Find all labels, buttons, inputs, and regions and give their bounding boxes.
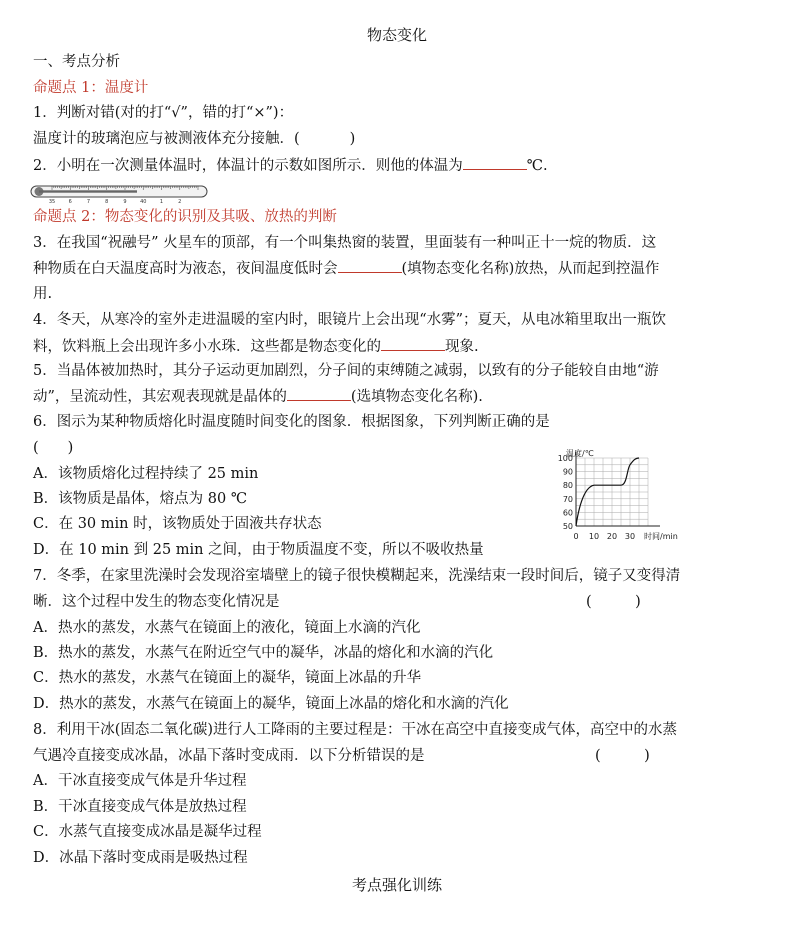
q3-line1: 3．在我国“祝融号” 火星车的顶部，有一个叫集热窗的装置，里面装有一种叫正十一烷的物质．这 [33, 235, 657, 251]
topic-heading-2: 命题点 2：物态变化的识别及其吸、放热的判断 [33, 209, 337, 225]
q3-answer-blank[interactable] [338, 258, 402, 273]
q7-option-d[interactable]: D．热水的蒸发，水蒸气在镜面上的凝华，镜面上冰晶的熔化和水滴的汽化 [33, 696, 509, 712]
q5-answer-blank[interactable] [287, 386, 351, 401]
q7-option-c[interactable]: C．热水的蒸发，水蒸气在镜面上的凝华，镜面上冰晶的升华 [33, 670, 422, 686]
q1-stem: 1．判断对错(对的打“√”，错的打“×”)： [33, 105, 294, 121]
q6-option-d[interactable]: D．在 10 min 到 25 min 之间，由于物质温度不变，所以不吸收热量 [33, 542, 484, 558]
y-tick-label: 60 [562, 508, 573, 518]
x-tick-label: 30 [624, 532, 636, 541]
q4-text-a: 料，饮料瓶上会出现许多小水珠．这些都是物态变化的 [33, 339, 381, 355]
q7-paren: ( ) [586, 594, 641, 610]
thermometer-label: 9 [123, 199, 127, 205]
q2-text: 2．小明在一次测量体温时，体温计的示数如图所示．则他的体温为 [33, 158, 463, 174]
q8-option-d[interactable]: D．冰晶下落时变成雨是吸热过程 [33, 850, 248, 866]
page-title: 物态变化 [366, 26, 427, 44]
q7-option-b[interactable]: B．热水的蒸发，水蒸气在附近空气中的凝华，冰晶的熔化和水滴的汽化 [33, 645, 494, 661]
q8-line1: 8．利用干冰(固态二氧化碳)进行人工降雨的主要过程是：干冰在高空中直接变成气体，高空中的水蒸 [33, 722, 678, 738]
thermometer-label: 8 [105, 199, 109, 205]
y-tick-label: 100 [557, 454, 573, 463]
q8-paren: ( ) [595, 748, 650, 764]
q6-option-b[interactable]: B．该物质是晶体，熔点为 80 ℃ [33, 491, 248, 507]
q8-option-a[interactable]: A．干冰直接变成气体是升华过程 [33, 773, 247, 789]
q3-text-b: (填物态变化名称)放热，从而起到控温作 [401, 261, 660, 277]
q3-line2 [33, 258, 659, 279]
y-tick-label: 80 [562, 481, 573, 491]
q5-text-a: 动”，呈流动性，其宏观表现就是晶体的 [33, 389, 287, 405]
x-axis-label: 时间/min [644, 532, 678, 541]
q6-option-c[interactable]: C．在 30 min 时，该物质处于固液共存状态 [33, 516, 322, 532]
thermometer-label: 1 [159, 199, 164, 205]
thermometer-label: 2 [178, 199, 182, 205]
q7-option-a[interactable]: A．热水的蒸发，水蒸气在镜面上的液化，镜面上水滴的汽化 [33, 620, 421, 636]
y-axis-label: 温度/℃ [566, 449, 594, 458]
q4-text-b: 现象. [445, 339, 479, 355]
q6-paren: ( ) [33, 440, 74, 456]
q6-line1: 6．图示为某种物质熔化时温度随时间变化的图象．根据图象，下列判断正确的是 [33, 414, 550, 430]
q8-option-c[interactable]: C．水蒸气直接变成冰晶是凝华过程 [33, 824, 262, 840]
q7-line1: 7．冬季，在家里洗澡时会发现浴室墙壁上的镜子很快模糊起来，洗澡结束一段时间后，镜子又变得清 [33, 568, 681, 584]
y-tick-label: 70 [562, 494, 573, 504]
q1-statement-text: 温度计的玻璃泡应与被测液体充分接触．( [33, 131, 300, 147]
q3-text-a: 种物质在白天温度高时为液态，夜间温度低时会 [33, 261, 338, 277]
thermometer-image [30, 183, 210, 205]
q4-line1: 4．冬天，从寒冷的室外走进温暖的室内时，眼镜片上会出现“水雾”；夏天，从电冰箱里取出一瓶饮 [33, 312, 667, 328]
q4-line2 [33, 336, 479, 357]
q2-unit: ℃. [526, 158, 548, 174]
q1-paren-close: ) [349, 131, 356, 147]
thermometer-label: 35 [48, 199, 56, 205]
q2-answer-blank[interactable] [463, 155, 527, 170]
q7-line2 [33, 592, 280, 612]
section-heading: 一、考点分析 [33, 54, 120, 70]
thermometer-mercury [39, 190, 137, 192]
thermometer-label: 6 [68, 199, 72, 205]
q4-answer-blank[interactable] [381, 336, 445, 351]
q5-text-b: (选填物态变化名称). [350, 389, 483, 405]
x-tick-label: 10 [588, 532, 600, 541]
q5-line2 [33, 386, 483, 407]
y-tick-label: 90 [562, 467, 573, 477]
melting-graph [548, 446, 698, 542]
q6-option-a[interactable]: A．该物质熔化过程持续了 25 min [33, 466, 259, 482]
q8-option-b[interactable]: B．干冰直接变成气体是放热过程 [33, 799, 247, 815]
q3-line3: 用. [33, 286, 53, 302]
footer-heading: 考点强化训练 [351, 876, 442, 894]
q1-statement [33, 129, 355, 149]
x-tick-label: 0 [573, 532, 579, 541]
topic-heading-1: 命题点 1：温度计 [33, 80, 149, 96]
q5-line1: 5．当晶体被加热时，其分子运动更加剧烈，分子间的束缚随之减弱，以致有的分子能较自由地“游 [33, 363, 659, 379]
y-tick-label: 50 [562, 522, 573, 531]
q7-text: 晰．这个过程中发生的物态变化情况是 [33, 594, 280, 610]
q2-line [33, 155, 548, 176]
thermometer-label: 7 [86, 199, 91, 205]
thermometer-label: 40 [140, 199, 147, 205]
x-tick-label: 20 [606, 532, 618, 541]
q8-line2: 气遇冷直接变成冰晶，冰晶下落时变成雨．以下分析错误的是 [33, 748, 425, 764]
